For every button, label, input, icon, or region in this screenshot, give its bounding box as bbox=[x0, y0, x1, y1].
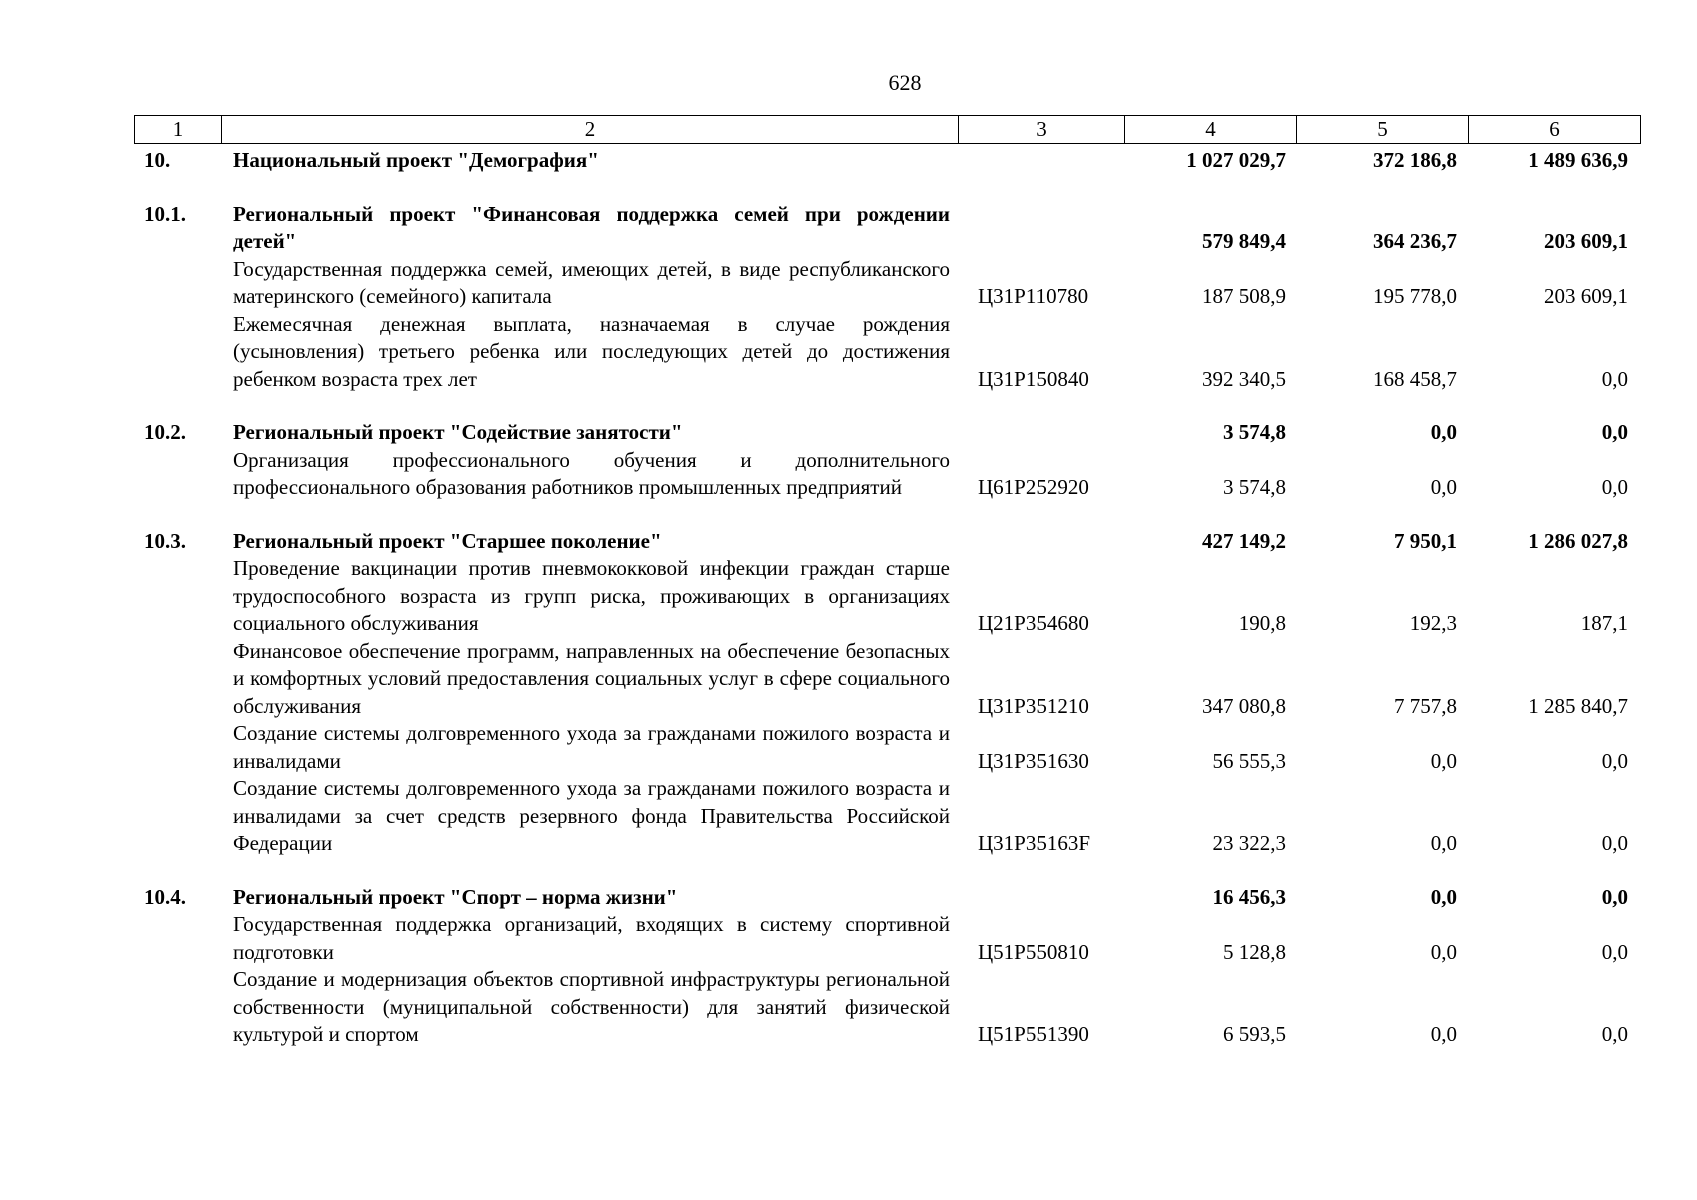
row-value-col6: 1 489 636,9 bbox=[1528, 148, 1628, 172]
row-number bbox=[134, 775, 223, 858]
row-code: Ц31P35163F bbox=[978, 831, 1091, 855]
row-name: Проведение вакцинации против пневмококковой инфекции граждан старше трудоспособного возраста из групп риска, проживающих в организациях социального обслуживания bbox=[233, 556, 950, 635]
row-name: Ежемесячная денежная выплата, назначаемая в случае рождения (усыновления) третьего ребенка или последующих детей до достижения ребенком возраста трех лет bbox=[233, 311, 950, 391]
row-name: Региональный проект "Содействие занятости" bbox=[233, 420, 683, 444]
row-value-col6: 1 286 027,8 bbox=[1528, 528, 1628, 553]
row-value-col6: 0,0 bbox=[1601, 939, 1628, 964]
column-header-4: 4 bbox=[1125, 116, 1297, 144]
column-header-5: 5 bbox=[1297, 116, 1469, 144]
row-value-col6: 0,0 bbox=[1601, 748, 1628, 773]
row-value-col4: 347 080,8 bbox=[1202, 693, 1286, 718]
item-row bbox=[134, 638, 1638, 721]
row-number bbox=[134, 638, 223, 721]
row-value-col5: 364 236,7 bbox=[1373, 229, 1457, 253]
row-value-col4: 579 849,4 bbox=[1202, 229, 1286, 253]
row-value-col6: 0,0 bbox=[1601, 366, 1628, 391]
section-row bbox=[134, 528, 1638, 556]
column-header-table bbox=[134, 115, 1641, 144]
row-name: Создание и модернизация объектов спортивной инфраструктуры региональной собственности (муниципальной собственности) для занятий физической культурой и спортом bbox=[233, 967, 950, 1046]
row-value-col6: 0,0 bbox=[1601, 884, 1628, 909]
row-number bbox=[134, 966, 223, 1049]
row-number bbox=[134, 447, 223, 502]
row-value-col4: 427 149,2 bbox=[1202, 528, 1286, 553]
item-row bbox=[134, 311, 1638, 394]
row-value-col5: 0,0 bbox=[1430, 1022, 1457, 1046]
row-number: 10.2. bbox=[144, 420, 186, 444]
row-value-col5: 0,0 bbox=[1430, 475, 1457, 499]
spacer-row bbox=[134, 175, 1638, 201]
column-header-6: 6 bbox=[1469, 116, 1641, 144]
row-name: Финансовое обеспечение программ, направленных на обеспечение безопасных и комфортных условий предоставления социальных услуг в сфере социального обслуживания bbox=[233, 638, 950, 718]
row-name: Региональный проект "Финансовая поддержка семей при рождении детей" bbox=[233, 201, 950, 253]
page-number: 628 bbox=[888, 70, 922, 95]
row-code: Ц61P252920 bbox=[978, 475, 1089, 499]
row-value-col4: 23 322,3 bbox=[1212, 831, 1286, 855]
row-value-col5: 0,0 bbox=[1430, 748, 1457, 773]
section-row bbox=[134, 147, 1638, 175]
row-number: 10. bbox=[144, 148, 171, 172]
item-row bbox=[134, 720, 1638, 775]
column-header-3: 3 bbox=[959, 116, 1125, 144]
row-code: Ц31P150840 bbox=[978, 366, 1089, 391]
row-code: Ц51P551390 bbox=[978, 1022, 1089, 1046]
row-value-col6: 203 609,1 bbox=[1544, 284, 1628, 308]
row-value-col5: 0,0 bbox=[1430, 884, 1457, 909]
section-row bbox=[134, 201, 1638, 256]
row-number bbox=[134, 720, 223, 775]
budget-table bbox=[134, 147, 1638, 1049]
row-name: Государственная поддержка организаций, входящих в систему спортивной подготовки bbox=[233, 912, 950, 964]
row-value-col6: 1 285 840,7 bbox=[1528, 693, 1628, 718]
column-header-1: 1 bbox=[135, 116, 222, 144]
row-value-col4: 1 027 029,7 bbox=[1186, 148, 1286, 172]
column-header-row bbox=[135, 116, 1641, 144]
spacer-row bbox=[134, 393, 1638, 419]
row-code bbox=[960, 147, 1125, 175]
row-value-col5: 7 950,1 bbox=[1394, 528, 1457, 553]
row-value-col6: 0,0 bbox=[1601, 420, 1628, 444]
row-code: Ц21P354680 bbox=[978, 611, 1089, 635]
item-row bbox=[134, 775, 1638, 858]
row-value-col5: 372 186,8 bbox=[1373, 148, 1457, 172]
item-row bbox=[134, 447, 1638, 502]
row-name: Региональный проект "Старшее поколение" bbox=[233, 528, 662, 553]
spacer-row bbox=[134, 858, 1638, 884]
row-value-col4: 16 456,3 bbox=[1212, 884, 1286, 909]
row-number bbox=[134, 555, 223, 638]
item-row bbox=[134, 256, 1638, 311]
row-value-col4: 3 574,8 bbox=[1223, 420, 1286, 444]
row-value-col5: 195 778,0 bbox=[1373, 284, 1457, 308]
row-value-col5: 192,3 bbox=[1409, 611, 1457, 635]
row-name: Национальный проект "Демография" bbox=[233, 148, 599, 172]
row-name: Организация профессионального обучения и дополнительного профессионального образования работников промышленных предприятий bbox=[233, 447, 950, 499]
row-value-col6: 187,1 bbox=[1580, 611, 1628, 635]
row-code bbox=[960, 201, 1125, 256]
row-code: Ц31P110780 bbox=[978, 284, 1089, 308]
column-header-2: 2 bbox=[222, 116, 959, 144]
section-row bbox=[134, 419, 1638, 447]
row-code bbox=[960, 419, 1125, 447]
row-value-col5: 0,0 bbox=[1430, 831, 1457, 855]
row-value-col5: 7 757,8 bbox=[1394, 693, 1457, 718]
row-name: Региональный проект "Спорт – норма жизни" bbox=[233, 884, 678, 909]
row-number bbox=[134, 911, 223, 966]
row-code: Ц31P351210 bbox=[978, 693, 1089, 718]
row-value-col4: 5 128,8 bbox=[1223, 939, 1286, 964]
row-code: Ц31P351630 bbox=[978, 748, 1089, 773]
spacer-row bbox=[134, 502, 1638, 528]
row-value-col4: 3 574,8 bbox=[1223, 475, 1286, 499]
section-row bbox=[134, 884, 1638, 912]
row-value-col6: 0,0 bbox=[1601, 1022, 1628, 1046]
row-name: Государственная поддержка семей, имеющих детей, в виде республиканского материнского (семейного) капитала bbox=[233, 256, 950, 308]
row-number bbox=[134, 311, 223, 394]
row-number: 10.1. bbox=[144, 201, 186, 226]
row-name: Создание системы долговременного ухода за гражданами пожилого возраста и инвалидами bbox=[233, 721, 950, 773]
row-value-col5: 0,0 bbox=[1430, 939, 1457, 964]
item-row bbox=[134, 555, 1638, 638]
row-value-col4: 6 593,5 bbox=[1223, 1022, 1286, 1046]
row-number bbox=[134, 256, 223, 311]
row-value-col6: 0,0 bbox=[1601, 475, 1628, 499]
row-code bbox=[960, 884, 1125, 912]
row-number: 10.4. bbox=[144, 884, 186, 909]
row-value-col4: 56 555,3 bbox=[1212, 748, 1286, 773]
row-value-col4: 392 340,5 bbox=[1202, 366, 1286, 391]
row-name: Создание системы долговременного ухода за гражданами пожилого возраста и инвалидами за счет средств резервного фонда Правительства Российской Федерации bbox=[233, 776, 950, 855]
row-code: Ц51P550810 bbox=[978, 939, 1089, 964]
row-value-col5: 0,0 bbox=[1430, 420, 1457, 444]
item-row bbox=[134, 911, 1638, 966]
row-value-col4: 187 508,9 bbox=[1202, 284, 1286, 308]
row-number: 10.3. bbox=[144, 528, 186, 553]
row-value-col6: 203 609,1 bbox=[1544, 229, 1628, 253]
item-row bbox=[134, 966, 1638, 1049]
row-value-col4: 190,8 bbox=[1238, 611, 1286, 635]
row-code bbox=[960, 528, 1125, 556]
row-value-col6: 0,0 bbox=[1601, 831, 1628, 855]
row-value-col5: 168 458,7 bbox=[1373, 366, 1457, 391]
